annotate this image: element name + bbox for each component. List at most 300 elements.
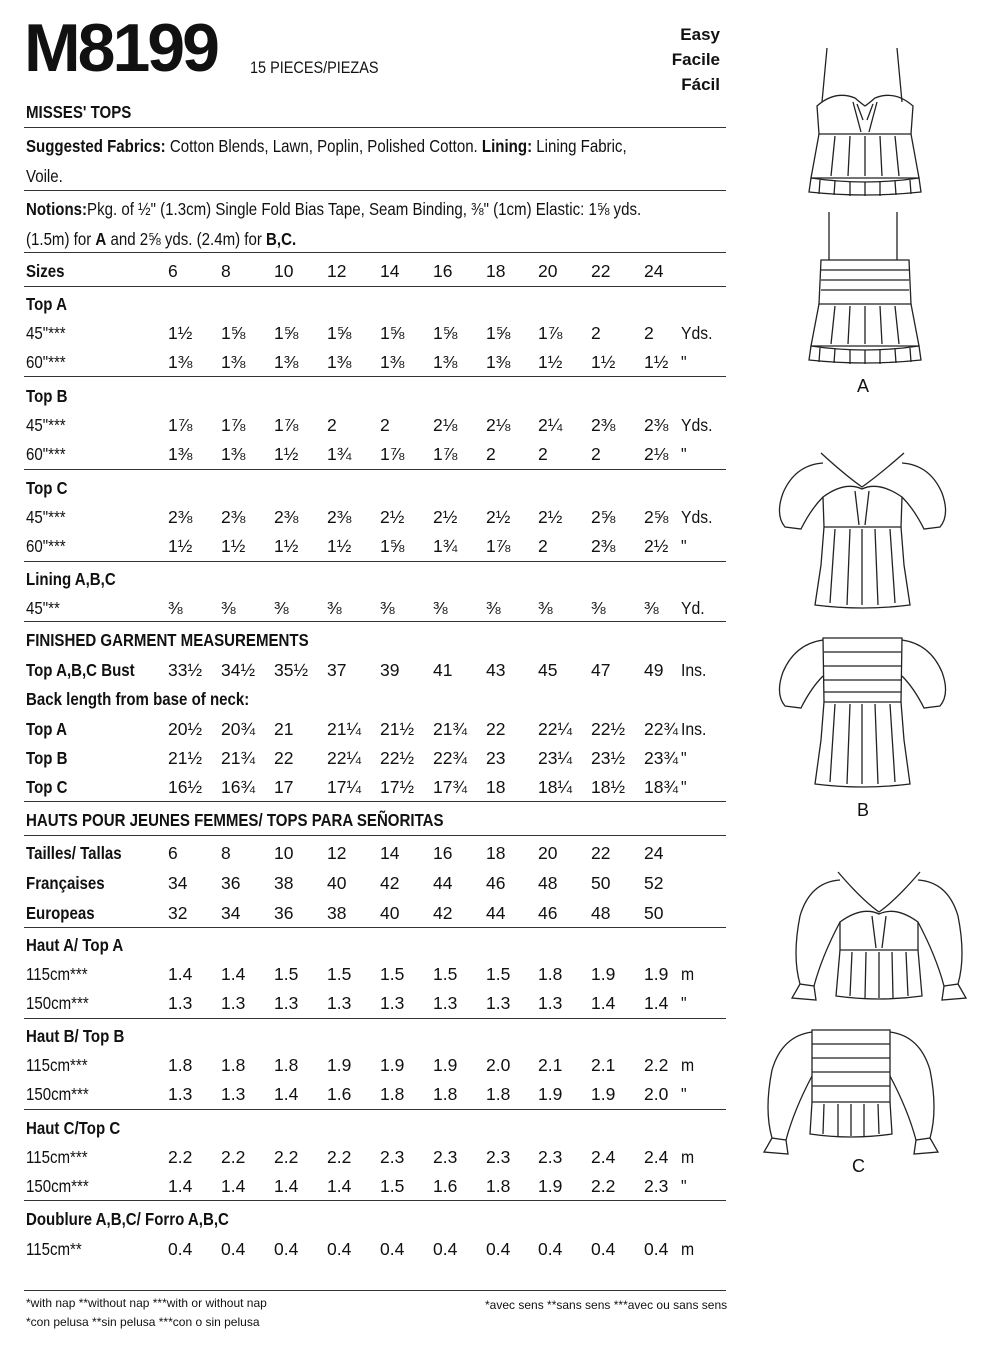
table-cell: 1½ — [221, 536, 246, 556]
unit-label: Yd. — [681, 598, 705, 618]
table-cell: 43 — [486, 660, 506, 680]
unit-label: m — [681, 1055, 695, 1075]
table-cell: 2⅛ — [486, 415, 511, 435]
table-cell: 1½ — [168, 536, 193, 556]
table-cell: 23 — [486, 748, 506, 768]
table-cell: 2 — [538, 444, 548, 464]
section-label: Top B — [26, 386, 68, 406]
table-cell: 50 — [644, 903, 664, 923]
size-header: 12 — [327, 261, 347, 281]
table-cell: 1.8 — [221, 1055, 246, 1075]
table-cell: 44 — [433, 873, 453, 893]
table-cell: 39 — [380, 660, 400, 680]
table-cell: 1½ — [644, 352, 669, 372]
table-cell: 1.3 — [486, 993, 511, 1013]
table-cell: 1.5 — [433, 964, 458, 984]
table-cell: 1.8 — [380, 1084, 405, 1104]
table-cell: 2.4 — [644, 1147, 669, 1167]
row-label: Top A,B,C Bust — [26, 660, 135, 680]
table-cell: 22 — [486, 719, 506, 739]
table-cell: 10 — [274, 843, 294, 863]
table-cell: 40 — [380, 903, 400, 923]
table-cell: 34 — [221, 903, 241, 923]
table-cell: 2⅜ — [591, 536, 616, 556]
table-cell: ⅜ — [591, 598, 606, 618]
table-cell: 23½ — [591, 748, 626, 768]
table-cell: 1.3 — [433, 993, 458, 1013]
metric-title: HAUTS POUR JEUNES FEMMES/ TOPS PARA SEÑORITAS — [26, 810, 444, 830]
table-cell: 2.0 — [486, 1055, 511, 1075]
table-cell: 22 — [591, 843, 611, 863]
table-cell: ⅜ — [380, 598, 395, 618]
table-cell: 0.4 — [168, 1239, 193, 1259]
notions-line2-start: (1.5m) for — [26, 229, 96, 249]
table-cell: ⅜ — [486, 598, 501, 618]
row-label: 60"*** — [26, 352, 66, 372]
table-cell: 2 — [380, 415, 390, 435]
table-cell: 18½ — [591, 777, 626, 797]
table-cell: 2⅝ — [591, 507, 616, 527]
table-cell: 2½ — [644, 536, 669, 556]
row-label: Françaises — [26, 873, 105, 893]
section-label: Haut A/ Top A — [26, 935, 124, 955]
table-cell: 45 — [538, 660, 558, 680]
table-cell: 17 — [274, 777, 294, 797]
view-c-back-illustration — [760, 1022, 942, 1162]
table-cell: 2 — [591, 323, 601, 343]
unit-label: m — [681, 1147, 695, 1167]
table-cell: 1.8 — [433, 1084, 458, 1104]
row-label: Europeas — [26, 903, 95, 923]
table-cell: 2.2 — [327, 1147, 352, 1167]
table-cell: 1.5 — [380, 964, 405, 984]
divider — [24, 286, 726, 287]
unit-label: m — [681, 964, 695, 984]
table-cell: 21½ — [168, 748, 203, 768]
pieces-count: 15 PIECES/PIEZAS — [250, 58, 379, 77]
table-cell: 1.6 — [327, 1084, 352, 1104]
size-header: 10 — [274, 261, 294, 281]
row-label: 115cm*** — [26, 1147, 88, 1167]
unit-label: Yds. — [681, 507, 713, 527]
table-cell: 36 — [274, 903, 294, 923]
table-cell: 1⅝ — [380, 536, 405, 556]
sizes-label: Sizes — [26, 261, 65, 281]
table-cell: 0.4 — [486, 1239, 511, 1259]
row-label: 45"*** — [26, 507, 66, 527]
footnote-es: *con pelusa **sin pelusa ***con o sin pelusa — [26, 1315, 260, 1329]
table-cell: 18¼ — [538, 777, 573, 797]
table-cell: 1½ — [168, 323, 193, 343]
table-cell: 1.8 — [168, 1055, 193, 1075]
divider — [24, 801, 726, 802]
table-cell: 1⅜ — [168, 444, 193, 464]
table-cell: 2½ — [380, 507, 405, 527]
divider — [24, 376, 726, 377]
table-cell: 1⅜ — [433, 352, 458, 372]
table-cell: ⅜ — [538, 598, 553, 618]
table-cell: 2.3 — [538, 1147, 563, 1167]
size-header: 14 — [380, 261, 400, 281]
table-cell: 1.5 — [486, 964, 511, 984]
page-title: MISSES' TOPS — [26, 102, 132, 122]
section-label: Haut C/Top C — [26, 1118, 121, 1138]
notions-view-a: A — [95, 229, 107, 249]
table-cell: 2.0 — [644, 1084, 669, 1104]
row-label: 60"*** — [26, 536, 66, 556]
table-cell: 44 — [486, 903, 506, 923]
difficulty-es: Fácil — [681, 75, 720, 94]
table-cell: 1.3 — [221, 1084, 246, 1104]
table-cell: 1.5 — [380, 1176, 405, 1196]
table-cell: 32 — [168, 903, 188, 923]
table-cell: 23¾ — [644, 748, 679, 768]
table-cell: 0.4 — [644, 1239, 669, 1259]
table-cell: 42 — [433, 903, 453, 923]
view-label-a: A — [857, 376, 870, 396]
table-cell: 1⅜ — [168, 352, 193, 372]
table-cell: 1.9 — [644, 964, 669, 984]
unit-label: " — [681, 993, 687, 1013]
table-cell: 2½ — [538, 507, 563, 527]
row-label: 150cm*** — [26, 1084, 89, 1104]
row-label: 115cm*** — [26, 964, 88, 984]
table-cell: 22½ — [380, 748, 415, 768]
view-label-c: C — [852, 1156, 865, 1176]
row-label: 60"*** — [26, 444, 66, 464]
table-cell: 2⅜ — [168, 507, 193, 527]
table-cell: 1½ — [274, 444, 299, 464]
view-label-b: B — [857, 800, 870, 820]
table-cell: 1.4 — [591, 993, 616, 1013]
table-cell: 2 — [644, 323, 654, 343]
table-cell: 34 — [168, 873, 188, 893]
notions-label: Notions: — [26, 199, 88, 219]
fabrics-label: Suggested Fabrics: — [26, 136, 166, 156]
table-cell: 1⅝ — [327, 323, 352, 343]
difficulty-fr: Facile — [671, 50, 720, 69]
table-cell: 0.4 — [433, 1239, 458, 1259]
table-cell: 1⅞ — [433, 444, 458, 464]
table-cell: 23¼ — [538, 748, 573, 768]
table-cell: 1⅜ — [221, 352, 246, 372]
divider — [24, 927, 726, 928]
table-cell: 48 — [591, 903, 611, 923]
table-cell: 2⅝ — [644, 507, 669, 527]
size-header: 20 — [538, 261, 558, 281]
table-cell: 1.4 — [221, 964, 246, 984]
table-cell: 46 — [538, 903, 558, 923]
table-cell: 2⅜ — [591, 415, 616, 435]
table-cell: 35½ — [274, 660, 309, 680]
unit-label: Ins. — [681, 660, 707, 680]
table-cell: 2⅜ — [221, 507, 246, 527]
divider — [24, 469, 726, 470]
table-cell: 18¾ — [644, 777, 679, 797]
unit-label: " — [681, 748, 687, 768]
table-cell: 38 — [327, 903, 347, 923]
section-label: Top A — [26, 294, 67, 314]
table-cell: 34½ — [221, 660, 256, 680]
table-cell: 47 — [591, 660, 611, 680]
table-cell: 1⅜ — [327, 352, 352, 372]
table-cell: 1.9 — [433, 1055, 458, 1075]
table-cell: 14 — [380, 843, 400, 863]
table-cell: 2 — [327, 415, 337, 435]
row-label: Top A — [26, 719, 67, 739]
table-cell: 0.4 — [591, 1239, 616, 1259]
unit-label: " — [681, 777, 687, 797]
table-cell: 17½ — [380, 777, 415, 797]
row-label: 115cm** — [26, 1239, 82, 1259]
table-cell: ⅜ — [168, 598, 183, 618]
table-cell: 1⅝ — [380, 323, 405, 343]
table-cell: 2.3 — [380, 1147, 405, 1167]
notions-view-bc: B,C. — [266, 229, 297, 249]
table-cell: 1⅞ — [168, 415, 193, 435]
table-cell: 2.2 — [168, 1147, 193, 1167]
table-cell: 1.9 — [327, 1055, 352, 1075]
table-cell: 6 — [168, 843, 178, 863]
table-cell: 21¾ — [221, 748, 256, 768]
table-cell: 1.6 — [433, 1176, 458, 1196]
table-cell: 22½ — [591, 719, 626, 739]
table-cell: 2.2 — [591, 1176, 616, 1196]
lining-label: Lining: — [481, 136, 533, 156]
table-cell: 2½ — [486, 507, 511, 527]
fabrics-text: Cotton Blends, Lawn, Poplin, Polished Cotton. — [169, 136, 478, 156]
footnote-fr: *avec sens **sans sens ***avec ou sans sens — [485, 1298, 728, 1312]
row-label: Top B — [26, 748, 68, 768]
table-cell: 1.3 — [380, 993, 405, 1013]
table-cell: 18 — [486, 843, 506, 863]
table-cell: 1.4 — [274, 1176, 299, 1196]
table-cell: 1.8 — [538, 964, 563, 984]
table-cell: 1.4 — [168, 964, 193, 984]
table-cell: 2 — [591, 444, 601, 464]
view-c-front-illustration — [788, 866, 970, 1006]
table-cell: 41 — [433, 660, 453, 680]
unit-label: m — [681, 1239, 695, 1259]
unit-label: " — [681, 444, 687, 464]
table-cell: 24 — [644, 843, 664, 863]
table-cell: 1.3 — [168, 993, 193, 1013]
unit-label: " — [681, 352, 687, 372]
table-cell: 2⅛ — [644, 444, 669, 464]
table-cell: 21¾ — [433, 719, 468, 739]
table-cell: ⅜ — [221, 598, 236, 618]
table-cell: 1⅝ — [486, 323, 511, 343]
section-label: Top C — [26, 478, 68, 498]
table-cell: 17¼ — [327, 777, 362, 797]
footnote-en: *with nap **without nap ***with or without nap — [26, 1296, 267, 1310]
unit-label: " — [681, 1084, 687, 1104]
table-cell: 1.9 — [591, 1084, 616, 1104]
unit-label: " — [681, 1176, 687, 1196]
back-length-label: Back length from base of neck: — [26, 689, 250, 709]
notions-line2-mid: and 2⅝ yds. (2.4m) for — [106, 229, 267, 249]
table-cell: 52 — [644, 873, 664, 893]
pattern-number: M8199 — [24, 10, 217, 86]
fabrics-line-2: Voile. — [26, 166, 63, 186]
unit-label: " — [681, 536, 687, 556]
divider — [24, 621, 726, 622]
table-cell: 2 — [538, 536, 548, 556]
size-header: 22 — [591, 261, 611, 281]
table-cell: 1.8 — [274, 1055, 299, 1075]
table-cell: 1⅞ — [274, 415, 299, 435]
table-cell: 2 — [486, 444, 496, 464]
table-cell: 0.4 — [538, 1239, 563, 1259]
table-cell: 46 — [486, 873, 506, 893]
size-header: 8 — [221, 261, 231, 281]
view-a-back-illustration — [805, 208, 925, 368]
table-cell: 2.2 — [274, 1147, 299, 1167]
table-cell: 1.4 — [644, 993, 669, 1013]
table-cell: 20 — [538, 843, 558, 863]
table-cell: 1⅝ — [274, 323, 299, 343]
table-cell: 1⅝ — [433, 323, 458, 343]
table-cell: 20¾ — [221, 719, 256, 739]
fabrics-line — [26, 136, 627, 157]
row-label: Top C — [26, 777, 68, 797]
table-cell: 21½ — [380, 719, 415, 739]
size-header: 24 — [644, 261, 664, 281]
table-cell: 1¾ — [327, 444, 352, 464]
row-label: 45"** — [26, 598, 60, 618]
finished-title: FINISHED GARMENT MEASUREMENTS — [26, 630, 309, 650]
table-cell: 2.1 — [538, 1055, 563, 1075]
section-label: Doublure A,B,C/ Forro A,B,C — [26, 1209, 229, 1229]
lining-text: Lining Fabric, — [536, 136, 627, 156]
table-cell: 1.8 — [486, 1084, 511, 1104]
size-header: 16 — [433, 261, 453, 281]
table-cell: 1⅜ — [274, 352, 299, 372]
table-cell: 20½ — [168, 719, 203, 739]
view-b-back-illustration — [775, 626, 950, 791]
table-cell: 1.5 — [274, 964, 299, 984]
table-cell: 42 — [380, 873, 400, 893]
table-cell: 37 — [327, 660, 347, 680]
divider — [24, 835, 726, 836]
size-header: 18 — [486, 261, 506, 281]
divider — [24, 1109, 726, 1110]
table-cell: 1⅞ — [380, 444, 405, 464]
section-label: Haut B/ Top B — [26, 1026, 125, 1046]
table-cell: 21 — [274, 719, 294, 739]
table-cell: 1.9 — [380, 1055, 405, 1075]
table-cell: 22¾ — [644, 719, 679, 739]
table-cell: 16½ — [168, 777, 203, 797]
table-cell: 1½ — [538, 352, 563, 372]
difficulty-en: Easy — [680, 25, 720, 44]
row-label: 150cm*** — [26, 1176, 89, 1196]
table-cell: 2½ — [433, 507, 458, 527]
table-cell: 1⅞ — [486, 536, 511, 556]
table-cell: 0.4 — [221, 1239, 246, 1259]
table-cell: ⅜ — [274, 598, 289, 618]
row-label: Tailles/ Tallas — [26, 843, 122, 863]
table-cell: 8 — [221, 843, 231, 863]
notions-text: Pkg. of ½" (1.3cm) Single Fold Bias Tape, Seam Binding, ⅜" (1cm) Elastic: 1⅝ yds. — [87, 199, 642, 219]
table-cell: 2¼ — [538, 415, 563, 435]
table-cell: 0.4 — [274, 1239, 299, 1259]
table-cell: 22¼ — [538, 719, 573, 739]
table-cell: 1.3 — [274, 993, 299, 1013]
table-cell: 2.3 — [433, 1147, 458, 1167]
table-cell: ⅜ — [327, 598, 342, 618]
table-cell: 2⅛ — [433, 415, 458, 435]
table-cell: 2.4 — [591, 1147, 616, 1167]
table-cell: 1½ — [327, 536, 352, 556]
table-cell: 1⅝ — [221, 323, 246, 343]
table-cell: 21¼ — [327, 719, 362, 739]
table-cell: ⅜ — [433, 598, 448, 618]
table-cell: 2.2 — [644, 1055, 669, 1075]
row-label: 115cm*** — [26, 1055, 88, 1075]
view-b-front-illustration — [775, 445, 950, 610]
unit-label: Yds. — [681, 415, 713, 435]
table-cell: 1⅜ — [380, 352, 405, 372]
table-cell: 1.4 — [327, 1176, 352, 1196]
section-label: Lining A,B,C — [26, 569, 116, 589]
table-cell: 22¾ — [433, 748, 468, 768]
table-cell: 1.9 — [591, 964, 616, 984]
table-cell: 18 — [486, 777, 506, 797]
row-label: 150cm*** — [26, 993, 89, 1013]
table-cell: ⅜ — [644, 598, 659, 618]
table-cell: 1⅜ — [221, 444, 246, 464]
table-cell: 1.9 — [538, 1176, 563, 1196]
table-cell: 12 — [327, 843, 347, 863]
table-cell: 1½ — [274, 536, 299, 556]
table-cell: 0.4 — [380, 1239, 405, 1259]
table-cell: 1⅞ — [538, 323, 563, 343]
view-a-front-illustration — [805, 40, 925, 200]
table-cell: 1.4 — [221, 1176, 246, 1196]
table-cell: 40 — [327, 873, 347, 893]
unit-label: Yds. — [681, 323, 713, 343]
table-cell: 36 — [221, 873, 241, 893]
divider — [24, 1018, 726, 1019]
table-cell: 0.4 — [327, 1239, 352, 1259]
table-cell: 2⅜ — [644, 415, 669, 435]
divider — [24, 1200, 726, 1201]
table-cell: 1.3 — [221, 993, 246, 1013]
table-cell: 1⅜ — [486, 352, 511, 372]
table-cell: 22¼ — [327, 748, 362, 768]
table-cell: 1.3 — [168, 1084, 193, 1104]
table-cell: 48 — [538, 873, 558, 893]
notions-line-2 — [26, 229, 296, 250]
table-cell: 49 — [644, 660, 664, 680]
table-cell: 1.3 — [538, 993, 563, 1013]
table-cell: 2.1 — [591, 1055, 616, 1075]
table-cell: 1½ — [591, 352, 616, 372]
table-cell: 38 — [274, 873, 294, 893]
table-cell: 1.4 — [274, 1084, 299, 1104]
table-cell: 1¾ — [433, 536, 458, 556]
table-cell: 1.3 — [327, 993, 352, 1013]
table-cell: 17¾ — [433, 777, 468, 797]
table-cell: 1⅞ — [221, 415, 246, 435]
notions-line — [26, 199, 641, 220]
table-cell: 1.4 — [168, 1176, 193, 1196]
divider — [24, 252, 726, 253]
row-label: 45"*** — [26, 323, 66, 343]
table-cell: 2⅜ — [274, 507, 299, 527]
row-label: 45"*** — [26, 415, 66, 435]
